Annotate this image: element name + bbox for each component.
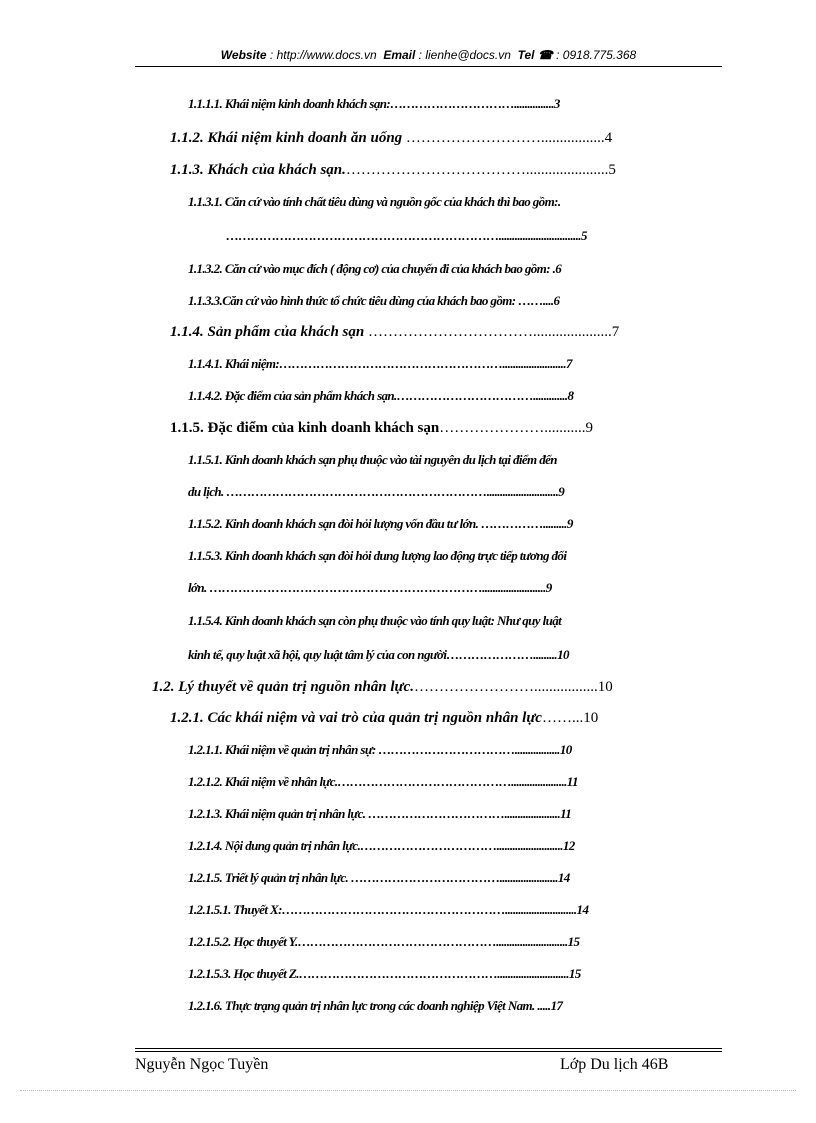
toc-entry-1-1-4-2[interactable]: 1.1.4.2. Đặc điểm của sản phẩm khách sạn.…………………………….............8 (188, 388, 574, 403)
page-header (135, 48, 722, 62)
toc-entry-1-2-1-1[interactable]: 1.2.1.1. Khái niệm về quản trị nhân sự: …………………………….................10 (188, 742, 572, 757)
toc-entry-1-2-1-2[interactable]: 1.2.1.2. Khái niệm về nhân lực.…………………………………….....................11 (188, 774, 578, 789)
toc-entry-1-1-5-4[interactable]: 1.1.5.4. Kinh doanh khách sạn còn phụ thuộc vào tính quy luật: Như quy luật (188, 613, 562, 628)
toc-entry-1-2-1-5-1[interactable]: 1.2.1.5.1. Thuyết X:………………………………………………...........................14 (188, 902, 589, 917)
email-label: Email (383, 48, 416, 62)
toc-entry-1-1-3-1-cont[interactable]: …………………………………………………………...............................5 (226, 228, 587, 243)
header-divider (135, 66, 722, 67)
toc-entry-1-1-4[interactable]: 1.1.4. Sản phẩm của khách sạn …………………………….....................7 (170, 324, 620, 340)
toc-entry-1-2[interactable]: 1.2. Lý thuyết về quản trị nguồn nhân lực.…………………….................10 (152, 679, 613, 695)
toc-entry-1-2-1-5-3[interactable]: 1.2.1.5.3. Học thuyết Z.…………………………………………...........................15 (188, 966, 581, 981)
toc-entry-1-1-5-3-cont[interactable]: lớn. …………………………………………………………........................9 (188, 580, 552, 595)
toc-entry-1-2-1-5-2[interactable]: 1.2.1.5.2. Học thuyết Y.…………………………………………...........................15 (188, 934, 580, 949)
page-bottom-border (20, 1090, 796, 1091)
toc-entry-1-1-3-3[interactable]: 1.1.3.3.Căn cứ vào hình thức tổ chức tiêu dùng của khách bao gồm: ……....6 (188, 293, 560, 308)
footer-author: Nguyễn Ngọc Tuyền (135, 1056, 269, 1073)
toc-entry-1-1-3-1[interactable]: 1.1.3.1. Căn cứ vào tính chất tiêu dùng và nguồn gốc của khách thì bao gồm:. (188, 194, 561, 209)
toc-entry-1-1-5-1-cont[interactable]: du lịch. ………………………………………………………...........................9 (188, 484, 565, 499)
toc-entry-1-1-5[interactable]: 1.1.5. Đặc điểm của kinh doanh khách sạn…………………...........9 (170, 420, 593, 436)
toc-entry-1-2-1-3[interactable]: 1.2.1.3. Khái niệm quản trị nhân lực. …………………………….....................11 (188, 806, 572, 821)
phone-icon: ☎ (537, 48, 553, 62)
toc-entry-1-1-5-3[interactable]: 1.1.5.3. Kinh doanh khách sạn đòi hỏi dung lượng lao động trực tiếp tương đối (188, 548, 567, 563)
footer-class: Lớp Du lịch 46B (560, 1056, 669, 1073)
toc-entry-1-1-2[interactable]: 1.1.2. Khái niệm kinh doanh ăn uống ……………………….................4 (170, 130, 613, 146)
toc-entry-1-1-5-1[interactable]: 1.1.5.1. Kinh doanh khách sạn phụ thuộc vào tài nguyên du lịch tại điểm đến (188, 452, 557, 467)
toc-entry-1-1-1-1[interactable]: 1.1.1.1. Khái niệm kinh doanh khách sạn:…………………………...............3 (188, 96, 560, 111)
tel-label: Tel (517, 48, 535, 62)
toc-entry-1-2-1-5[interactable]: 1.2.1.5. Triết lý quản trị nhân lực. ………………………………......................14 (188, 870, 570, 885)
toc-entry-1-1-5-2[interactable]: 1.1.5.2. Kinh doanh khách sạn đòi hỏi lượng vốn đầu tư lớn. …………….........9 (188, 516, 573, 531)
toc-entry-1-1-5-4-cont[interactable]: kinh tế, quy luật xã hội, quy luật tâm lý của con người………………….........10 (188, 647, 569, 662)
toc-entry-1-2-1-4[interactable]: 1.2.1.4. Nội dung quản trị nhân lực.…………………………….........................12 (188, 838, 575, 853)
website-label: Website (220, 48, 267, 62)
toc-entry-1-2-1[interactable]: 1.2.1. Các khái niệm và vai trò của quản trị nguồn nhân lực……...10 (170, 710, 599, 726)
tel-value: : 0918.775.368 (556, 48, 637, 62)
email-value: : lienhe@docs.vn (418, 48, 511, 62)
footer-divider-top (135, 1048, 722, 1049)
toc-entry-1-1-3-2[interactable]: 1.1.3.2. Căn cứ vào mục đích ( động cơ) của chuyến đi của khách bao gồm: .6 (188, 261, 562, 276)
toc-entry-1-1-4-1[interactable]: 1.1.4.1. Khái niệm:………………………………………………........................7 (188, 356, 572, 371)
toc-entry-1-2-1-6[interactable]: 1.2.1.6. Thực trạng quản trị nhân lực trong các doanh nghiệp Việt Nam. .....17 (188, 998, 563, 1013)
toc-entry-1-1-3[interactable]: 1.1.3. Khách của khách sạn.………………………………......................5 (170, 162, 616, 178)
website-value: : http://www.docs.vn (269, 48, 377, 62)
footer-divider-bottom (135, 1051, 722, 1052)
